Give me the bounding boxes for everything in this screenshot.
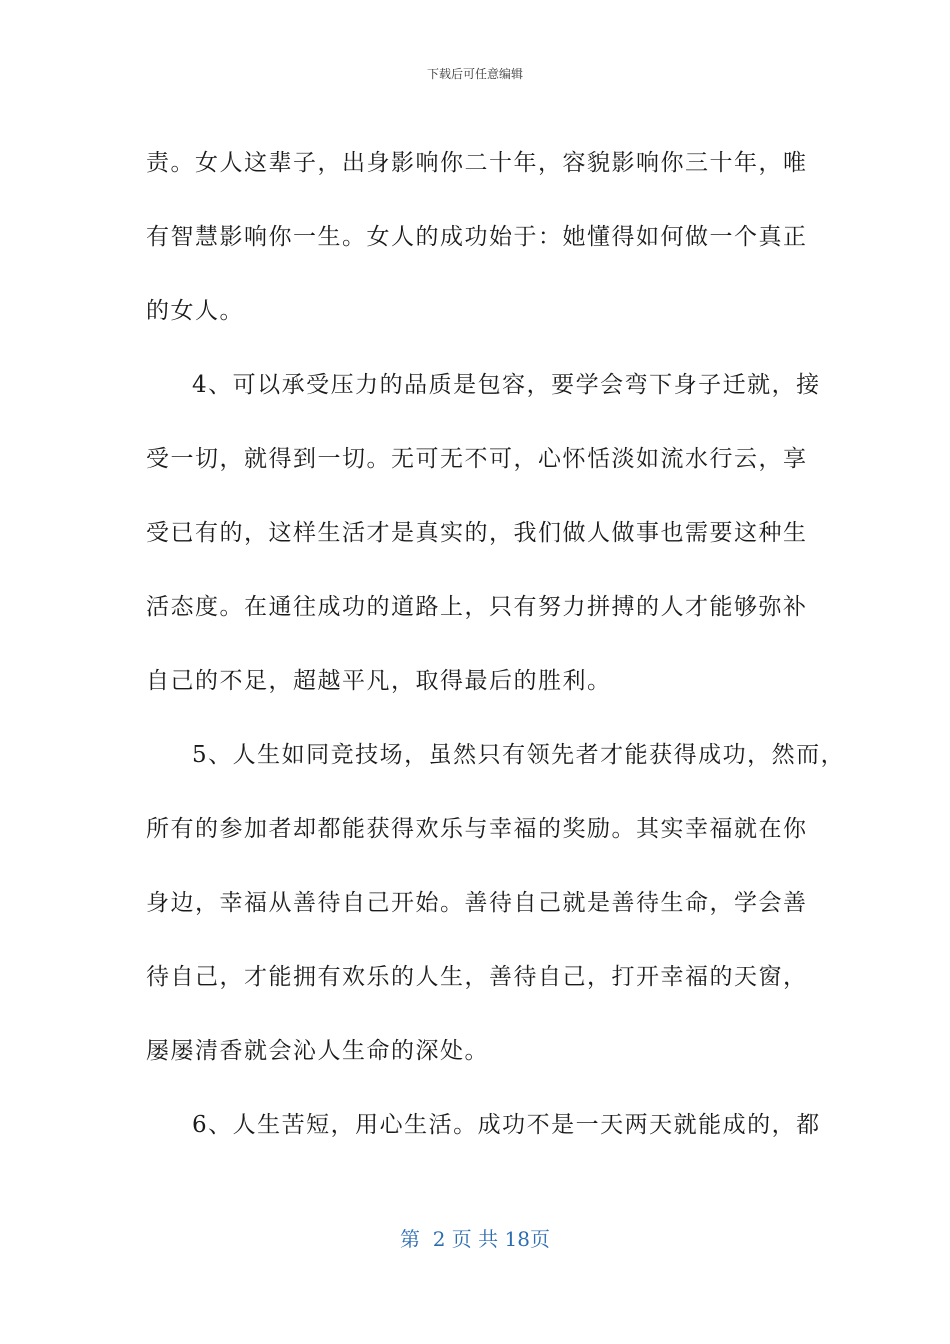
text-line: 受一切，就得到一切。无可无不可，心怀恬淡如流水行云，享 [146, 446, 808, 472]
text-line: 有智慧影响你一生。女人的成功始于：她懂得如何做一个真正 [146, 224, 808, 250]
text-line: 屡屡清香就会沁人生命的深处。 [146, 1038, 489, 1064]
page-number-footer: 第 2 页 共 18页 [400, 1227, 550, 1251]
paragraph-4-first-line: 4、可以承受压力的品质是包容，要学会弯下身子迁就，接 [192, 372, 821, 398]
text-line: 待自己，才能拥有欢乐的人生，善待自己，打开幸福的天窗， [146, 964, 808, 990]
text-line: 活态度。在通往成功的道路上，只有努力拼搏的人才能够弥补 [146, 594, 808, 620]
text-line: 受已有的，这样生活才是真实的，我们做人做事也需要这种生 [146, 520, 808, 546]
text-line: 所有的参加者却都能获得欢乐与幸福的奖励。其实幸福就在你 [146, 816, 808, 842]
text-line: 自己的不足，超越平凡，取得最后的胜利。 [146, 668, 612, 694]
paragraph-5-first-line: 5、人生如同竞技场，虽然只有领先者才能获得成功，然而， [192, 742, 846, 768]
paragraph-6-first-line: 6、人生苦短，用心生活。成功不是一天两天就能成的，都 [192, 1112, 821, 1138]
document-body [146, 126, 846, 1162]
text-line: 责。女人这辈子，出身影响你二十年，容貌影响你三十年，唯 [146, 150, 808, 176]
text-line: 的女人。 [146, 298, 244, 324]
text-line: 身边，幸福从善待自己开始。善待自己就是善待生命，学会善 [146, 890, 808, 916]
page-header: 下载后可任意编辑 [426, 67, 523, 81]
